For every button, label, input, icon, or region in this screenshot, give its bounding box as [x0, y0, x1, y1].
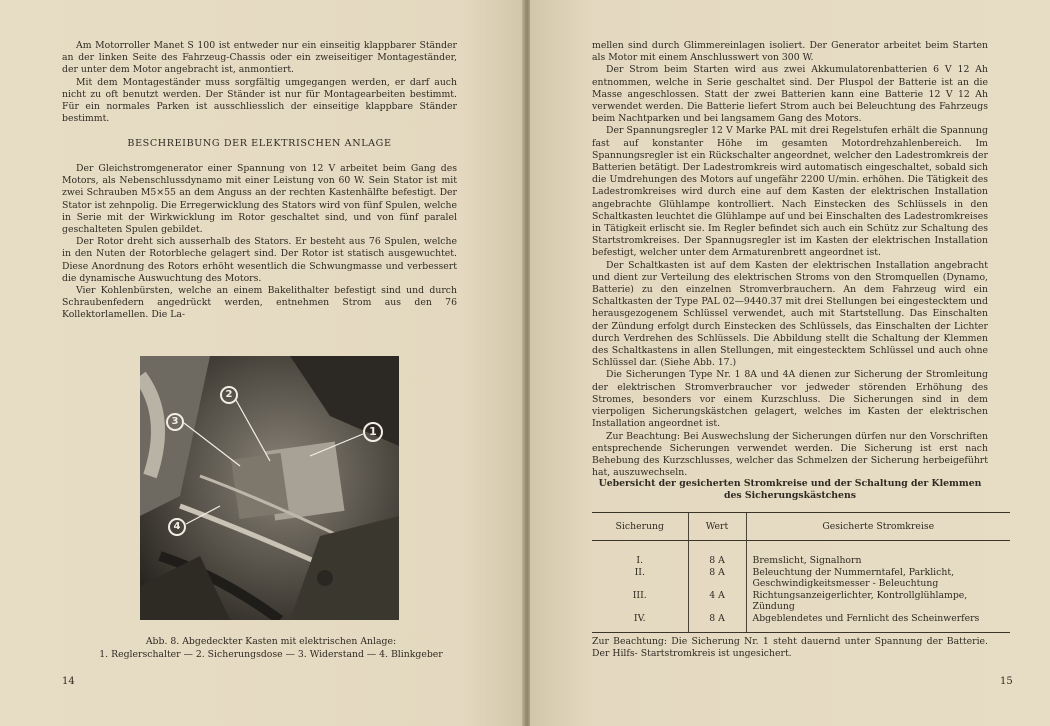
paragraph: Zur Beachtung: Bei Auswechslung der Sicherungen dürfen nur den Vorschriften entsprechende Sicherungen verwendet werden. Die Sicherung ist erst nach Behebung des Kurzschlusses, welcher das Schmelzen der Sicherung herbeigeführt hat, auszuwechseln. — [592, 430, 988, 479]
column-header: Gesicherte Stromkreise — [746, 513, 1010, 541]
table-row — [592, 567, 1010, 590]
fuse-number: I. — [636, 555, 644, 566]
table-row — [592, 541, 1010, 567]
paragraph: mellen sind durch Glimmereinlagen isoliert. Der Generator arbeitet beim Starten als Motor mit einem Anschlusswert von 300 W. — [592, 40, 988, 64]
table-header-row — [592, 513, 1010, 541]
paragraph: Mit dem Montageständer muss sorgfältig umgegangen werden, er darf auch nicht zu oft benutzt werden. Der Ständer ist nur für Montagearbeiten bestimmt. Für ein normales Parken ist ausschliesslich der einseitige klappbare Ständer bestimmt. — [62, 76, 457, 125]
paragraph: Die Sicherungen Type Nr. 1 8A und 4A dienen zur Sicherung der Stromleitung der elektrischen Stromverbraucher vor jedweder störenden Erhöhung des Stromes, besonders vor einem Kurzschluss. Die Sicherungen sind in dem vierpoligen Sicherungskästchen gelagert, welches im Kasten der elektrischen Installation angeordnet ist. — [592, 369, 988, 430]
table-title-line: Uebersicht der gesicherten Stromkreise und der Schaltung der Klemmen — [598, 478, 982, 489]
fuse-table — [592, 512, 1010, 633]
paragraph: Der Strom beim Starten wird aus zwei Akkumulatorenbatterien 6 V 12 Ah entnommen, welche in Serie geschaltet sind. Der Pluspol der Batterie ist an die Masse angeschlossen. Statt der zwei Batterien kann eine Batterie 12 V 12 Ah verwendet werden. Die Batterie liefert Strom auch bei Beleuchtung des Fahrzeugs beim Nachtparken und bei langsamem Gang des Motors. — [592, 64, 988, 125]
table-row — [592, 590, 1010, 613]
paragraph: Der Rotor dreht sich ausserhalb des Stators. Er besteht aus 76 Spulen, welche in den Nuten der Rotorbleche gelagert sind. Der Rotor ist statisch ausgewuchtet. Diese Anordnung des Rotors erhöht wesentlich die Schwungmasse und verbessert die dynamische Auswuchtung des Motors. — [62, 236, 457, 284]
column-header: Sicherung — [592, 513, 688, 541]
column-header: Wert — [688, 513, 746, 541]
page-number: 15 — [1000, 676, 1013, 687]
marker-1: 1 — [363, 422, 383, 442]
fuse-number: II. — [634, 566, 645, 578]
fuse-value: 8 A — [688, 567, 746, 590]
section-heading: BESCHREIBUNG DER ELEKTRISCHEN ANLAGE — [127, 138, 392, 149]
marker-2: 2 — [220, 386, 238, 404]
paragraph: Am Motorroller Manet S 100 ist entweder nur ein einseitig klappbarer Ständer an der linken Seite des Fahrzeug-Chassis oder ein zweiseitiger Montageständer, der unter dem Motor angebracht ist, anmontiert. — [62, 40, 457, 76]
paragraph: Der Schaltkasten ist auf dem Kasten der elektrischen Installation angebracht und dient zur Verteilung des elektrischen Stroms von den Stromquellen (Dynamo, Batterie) zu den einzelnen Stromverbrauchern. An dem Fahrzeug wird ein Schaltkasten der Type PAL 02—9440.37 mit drei Stellungen bei eingestecktem und herausgezogenem Schlüssel verwendet, auch mit Startstellung. Das Einschalten der Zündung erfolgt durch Einstecken des Schlüssels, das Einschalten der Lichter durch Verdrehen des Schlüssels. Die Abbildung stellt die Schaltung der Klemmen des Schaltkastens in allen Stellungen, mit eingestecktem Schlüssel und auch ohne Schlüssel dar. (Siehe Abb. 17.) — [592, 259, 988, 369]
caption-title: Abb. 8. Abgedeckter Kasten mit elektrischen Anlage: — [145, 636, 397, 647]
paragraph: Der Gleichstromgenerator einer Spannung von 12 V arbeitet beim Gang des Motors, als Nebenschlussdynamo mit einer Leistung von 60 W. Sein Stator ist mit zwei Schrauben M5×55 an dem Anguss an der rechten Kastenhälfte befestigt. Der Stator ist zehnpolig. Die Erregerwicklung des Stators wird von fünf Spulen, welche in Serie mit der Wirkwicklung im Rotor geschaltet sind, und von fünf paralel geschalteten Spulen gebildet. — [62, 163, 457, 236]
table-title-line: des Sicherungskästchens — [724, 490, 856, 502]
caption-legend: 1. Reglerschalter — 2. Sicherungsdose — 3. Widerstand — 4. Blinkgeber — [99, 648, 443, 660]
fuse-value: 8 A — [688, 541, 746, 567]
fuse-circuits: Abgeblendetes und Fernlicht des Scheinwerfers — [746, 613, 1010, 633]
intro-text — [62, 40, 457, 125]
fuse-value: 4 A — [688, 590, 746, 613]
fuse-value: 8 A — [688, 613, 746, 633]
figure-caption — [62, 636, 480, 661]
section-text — [62, 163, 457, 322]
fuse-number: III. — [632, 589, 647, 601]
electrical-box-photo — [140, 356, 399, 620]
right-text — [592, 40, 988, 479]
marker-4: 4 — [168, 518, 186, 536]
fuse-circuits: Beleuchtung der Nummerntafel, Parklicht, Geschwindigkeitsmesser - Beleuchtung — [746, 567, 1010, 590]
fuse-circuits: Richtungsanzeigerlichter, Kontrollglühlampe, Zündung — [746, 590, 1010, 613]
table-row — [592, 613, 1010, 633]
marker-3: 3 — [166, 413, 184, 431]
paragraph: Der Spannungsregler 12 V Marke PAL mit drei Regelstufen erhält die Spannung fast auf konstanter Höhe im gesamten Motordrehzahlenbereich. Im Spannungsregler ist ein Rückschalter angeordnet, welcher den Ladestromkreis der Batterien betätigt. Der Ladestromkreis wird automatisch eingeschaltet, sobald sich die Umdrehungen des Motors auf ungefähr 2200 U/min. erhöhen. Die Tätigkeit des Ladestromkreises wird durch eine auf dem Kasten der elektrischen Installation angebrachte Glühlampe kontrolliert. Nach Einstecken des Schlüssels in den Schaltkasten leuchtet die Glühlampe auf und bei Einschalten des Ladestromkreises in Tätigkeit erlischt sie. Im Regler befindet sich auch ein Schütz zur Schaltung des Startstromkreises. Der Spannugsregler ist im Kasten der elektrischen Installation befestigt, welcher unter dem Armaturenbrett angeordnet ist. — [592, 125, 988, 259]
fuse-note: Zur Beachtung: Die Sicherung Nr. 1 steht dauernd unter Spannung der Batterie. Der Hilfs- Startstromkreis ist ungesichert. — [592, 636, 988, 660]
fuse-circuits: Bremslicht, Signalhorn — [746, 541, 1010, 567]
marker-leader-lines — [140, 356, 399, 620]
paragraph: Vier Kohlenbürsten, welche an einem Bakelithalter befestigt sind und durch Schraubenfedern angedrückt werden, entnehmen Strom aus den 76 Kollektorlamellen. Die La- — [62, 285, 457, 321]
table-title — [592, 478, 988, 502]
fuse-number: IV. — [592, 613, 688, 633]
left-page — [0, 0, 524, 726]
page-number: 14 — [62, 676, 75, 687]
